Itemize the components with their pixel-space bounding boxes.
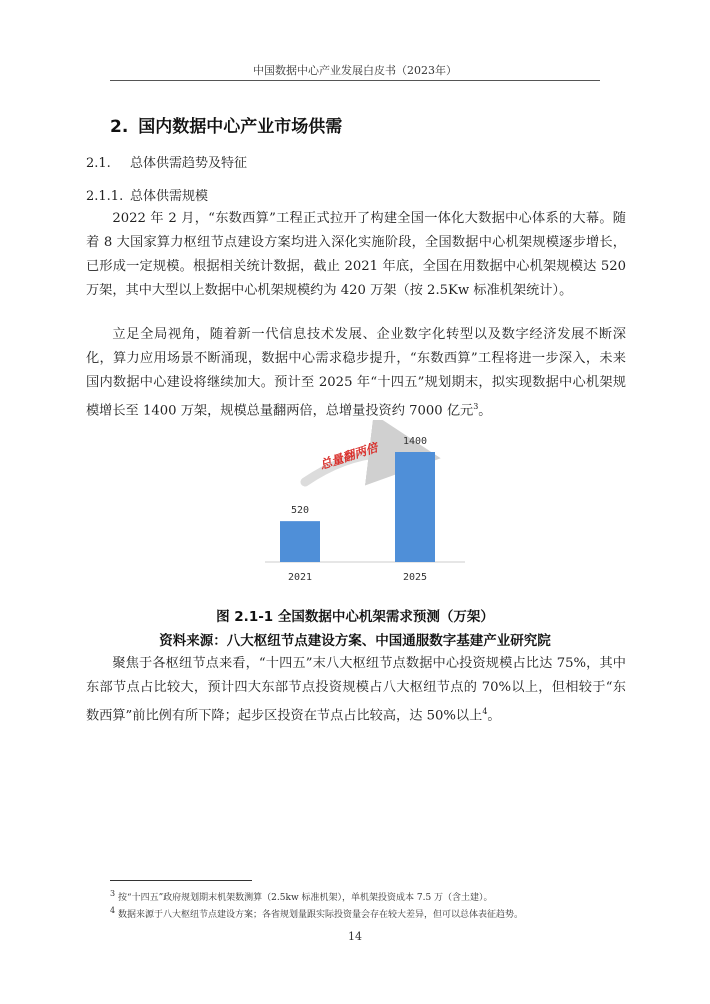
footnote-4 [110, 906, 523, 920]
page-number: 14 [348, 930, 362, 943]
section-number: 2. [110, 117, 129, 137]
running-header: 中国数据中心产业发展白皮书（2023年） [253, 64, 457, 77]
header-rule [110, 80, 600, 81]
paragraph-2-text: 立足全局视角，随着新一代信息技术发展、企业数字化转型以及数字经济发展不断深化，算力应用场景不断涌现，数据中心需求稳步提升，“东数西算”工程将进一步深入，未来国内数据中心建设将继续加大。预计至 2025 年“十四五”规划期末，拟实现数据中心机架规模增长至 1400 万架，规模总量翻两倍，总增量投资约 7000 亿元 [86, 327, 626, 419]
paragraph-1 [86, 207, 626, 303]
paragraph-3-text: 聚焦于各枢纽节点来看，“十四五”末八大枢纽节点数据中心投资规模占比达 75%，其中东部节点占比较大，预计四大东部节点投资规模占八大枢纽节点的 70%以上，但相较于“东数西算”前比例有所下降；起步区投资在节点占比较高，达 50%以上 [86, 656, 626, 724]
footnote-ref-3: 3 [473, 402, 479, 411]
rack-demand-chart [255, 420, 475, 590]
subsection-heading-1 [86, 152, 247, 171]
footnote-4-text: 数据来源于八大枢纽节点建设方案；各省规划量跟实际投资量会存在较大差异，但可以总体表征趋势。 [117, 910, 523, 920]
subsection-number-2: 2.1.1. [86, 189, 124, 204]
value-label-2021: 520 [290, 505, 310, 517]
bar-2025 [395, 452, 435, 562]
value-label-2025: 1400 [402, 436, 428, 447]
category-label-2021: 2021 [287, 572, 313, 583]
footnote-ref-4: 4 [482, 707, 488, 716]
bar-2021 [280, 521, 320, 562]
section-heading [110, 112, 342, 137]
subsection-number-1: 2.1. [86, 156, 111, 171]
footnote-4-mark: 4 [110, 906, 116, 915]
figure-source: 资料来源：八大枢纽节点建设方案、中国通服数字基建产业研究院 [159, 633, 551, 649]
paragraph-1-text: 2022 年 2 月，“东数西算”工程正式拉开了构建全国一体化大数据中心体系的大幕。随着 8 大国家算力枢纽节点建设方案均进入深化实施阶段，全国数据中心机架规模逐步增长，已形成一定规模。根据相关统计数据，截止 2021 年底，全国在用数据中心机架规模达 520 万架，其中大型以上数据中心机架规模约为 420 万架（按 2.5Kw 标准机架统计）。 [86, 211, 626, 298]
paragraph-2: 立足全局视角，随着新一代信息技术发展、企业数字化转型以及数字经济发展不断深化，算力应用场景不断涌现，数据中心需求稳步提升，“东数西算”工程将进一步深入，未来国内数据中心建设将继续加大。预计至 2025 年“十四五”规划期末，拟实现数据中心机架规模增长至 1400 万架，规模总量翻两倍，总增量投资约 7000 亿元$^3$。 [86, 327, 626, 419]
subsection-heading-2 [86, 185, 208, 204]
subsection-title-1: 总体供需趋势及特征 [130, 156, 248, 171]
footnote-3 [110, 889, 493, 903]
growth-annotation: 总量翻两倍 [318, 440, 380, 473]
section-title: 国内数据中心产业市场供需 [138, 117, 343, 137]
category-label-2025: 2025 [402, 572, 428, 583]
paragraph-3: 聚焦于各枢纽节点来看，“十四五”末八大枢纽节点数据中心投资规模占比达 75%，其中东部节点占比较大，预计四大东部节点投资规模占八大枢纽节点的 70%以上，但相较于“东数西算”前比例有所下降；起步区投资在节点占比较高，达 50%以上$^4$。 [86, 656, 626, 724]
footnote-3-text: 按“十四五”政府规划期末机架数测算（2.5kw 标准机架），单机架投资成本 7.5 万（含土建）。 [117, 893, 493, 903]
footnote-3-mark: 3 [110, 889, 116, 898]
footnote-rule [110, 880, 252, 881]
figure-caption: 图 2.1-1 全国数据中心机架需求预测（万架） [216, 609, 494, 625]
subsection-title-2: 总体供需规模 [130, 189, 209, 204]
